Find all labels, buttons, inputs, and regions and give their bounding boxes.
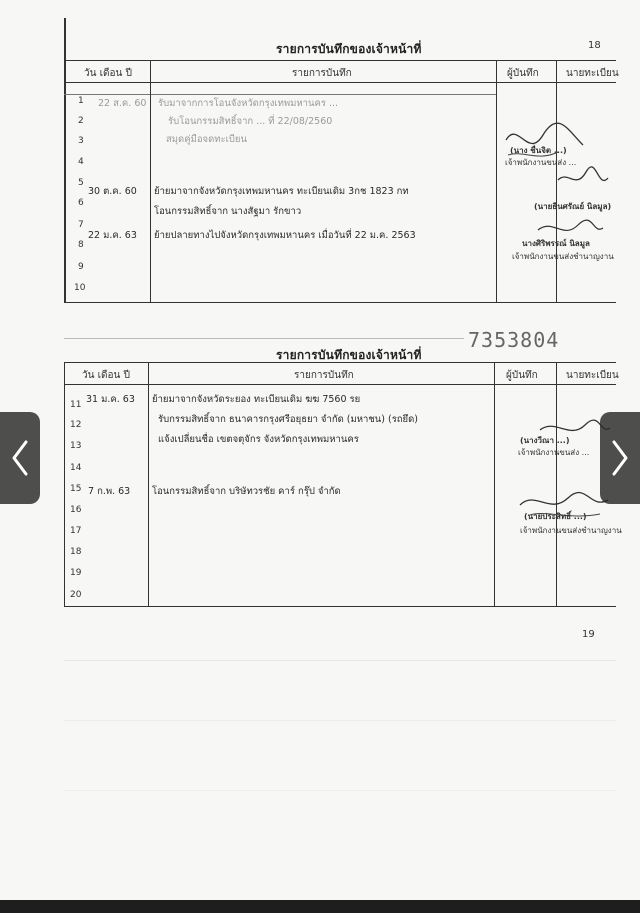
section1-col-record-divider (496, 60, 497, 302)
faint-rule (64, 660, 616, 661)
signature-name: (นายธีนศรัณย์ นิลมูล) (534, 202, 612, 211)
entry-line: สมุดคู่มือจดทะเบียน (166, 134, 247, 145)
entry-date: 7 ก.พ. 63 (88, 486, 131, 497)
entry-date: 30 ต.ค. 60 (88, 186, 137, 197)
row-number: 6 (78, 198, 84, 208)
signature-title: เจ้าพนักงานขนส่ง ... (505, 158, 577, 167)
section2-left-border (64, 362, 65, 606)
entry-line: รับมาจากการโอนจังหวัดกรุงเทพมหานคร ... (158, 98, 338, 109)
stamp-number: 7353804 (468, 328, 560, 352)
section1-bottom-rule (64, 302, 616, 303)
row-number: 17 (70, 526, 82, 536)
section2-header-rule (64, 384, 616, 385)
row-number: 15 (70, 484, 82, 494)
faint-rule (64, 720, 616, 721)
section1-top-rule (64, 60, 616, 61)
entry-date: 31 ม.ค. 63 (86, 394, 135, 405)
entry-line: ย้ายปลายทางไปจังหวัดกรุงเทพมหานคร เมื่อวันที่ 22 ม.ค. 2563 (154, 230, 416, 241)
entry-line: รับกรรมสิทธิ์จาก ธนาคารกรุงศรีอยุธยา จำกัด (มหาชน) (รถยึด) (158, 414, 418, 425)
faint-rule (64, 790, 616, 791)
section2-header-recorder: ผู้บันทึก (506, 370, 538, 381)
signature-name: (นางวีณา ...) (520, 436, 570, 445)
section2-header-registrar: นายทะเบียน (566, 370, 619, 381)
next-image-button[interactable] (600, 412, 640, 504)
page-number-top: 18 (588, 40, 601, 51)
section2-top-rule (64, 362, 616, 363)
section1-header-date: วัน เดือน ปี (84, 68, 132, 79)
section1-header-rule (64, 82, 616, 83)
row-number: 11 (70, 400, 82, 410)
row-number: 4 (78, 157, 84, 167)
row-number: 19 (70, 568, 82, 578)
entry-line: รับโอนกรรมสิทธิ์จาก ... ที่ 22/08/2560 (168, 116, 333, 127)
section2-bottom-rule (64, 606, 616, 607)
row-number: 9 (78, 262, 84, 272)
section1-header-record: รายการบันทึก (292, 68, 352, 79)
row-number: 1 (78, 96, 84, 106)
chevron-right-icon (608, 438, 632, 478)
row-number: 10 (74, 283, 86, 293)
section2-header-record: รายการบันทึก (294, 370, 354, 381)
section1-row-rule (64, 94, 496, 95)
section2-col-date-divider (148, 362, 149, 606)
signature-title: เจ้าพนักงานขนส่ง ... (518, 448, 590, 457)
row-number: 14 (70, 463, 82, 473)
row-number: 7 (78, 220, 84, 230)
faint-rule (64, 338, 464, 339)
section1-col-date-divider (150, 60, 151, 302)
entry-line: แจ้งเปลี่ยนชื่อ เขตจตุจักร จังหวัดกรุงเทพมหานคร (158, 434, 359, 445)
row-number: 12 (70, 420, 82, 430)
signature-name: นางศิริพรรณ์ นิลมูล (522, 239, 590, 248)
section1-header-recorder: ผู้บันทึก (507, 68, 539, 79)
previous-image-button[interactable] (0, 412, 40, 504)
row-number: 18 (70, 547, 82, 557)
row-number: 16 (70, 505, 82, 515)
section2-col-record-divider (494, 362, 495, 606)
entry-line: ย้ายมาจากจังหวัดระยอง ทะเบียนเดิม ฆฆ 7560 รย (152, 394, 361, 405)
viewer-bottom-bar (0, 900, 640, 913)
chevron-left-icon (8, 438, 32, 478)
row-number: 8 (78, 240, 84, 250)
entry-line: ย้ายมาจากจังหวัดกรุงเทพมหานคร ทะเบียนเดิม 3กช 1823 กท (154, 186, 409, 197)
section1-title: รายการบันทึกของเจ้าหน้าที่ (276, 42, 422, 56)
entry-line: โอนกรรมสิทธิ์จาก นางสัฐมา รักขาว (154, 206, 302, 217)
row-number: 3 (78, 136, 84, 146)
signature-title: เจ้าพนักงานขนส่งชำนาญงาน (520, 526, 622, 535)
row-number: 5 (78, 178, 84, 188)
section2-header-date: วัน เดือน ปี (82, 370, 130, 381)
entry-date: 22 ม.ค. 63 (88, 230, 137, 241)
signature-name: (นาง ชื่นจิต ...) (510, 146, 567, 155)
page-number-bottom: 19 (582, 629, 595, 640)
entry-date: 22 ส.ค. 60 (98, 98, 147, 109)
row-number: 13 (70, 441, 82, 451)
entry-line: โอนกรรมสิทธิ์จาก บริษัทวรชัย คาร์ กรุ๊ป จำกัด (152, 486, 341, 497)
section1-header-registrar: นายทะเบียน (566, 68, 619, 79)
signature-title: เจ้าพนักงานขนส่งชำนาญงาน (512, 252, 614, 261)
row-number: 2 (78, 116, 84, 126)
signature-name: (นายประสิทธิ์ ...) (524, 512, 587, 521)
row-number: 20 (70, 590, 82, 600)
section2-title: รายการบันทึกของเจ้าหน้าที่ (276, 348, 422, 362)
